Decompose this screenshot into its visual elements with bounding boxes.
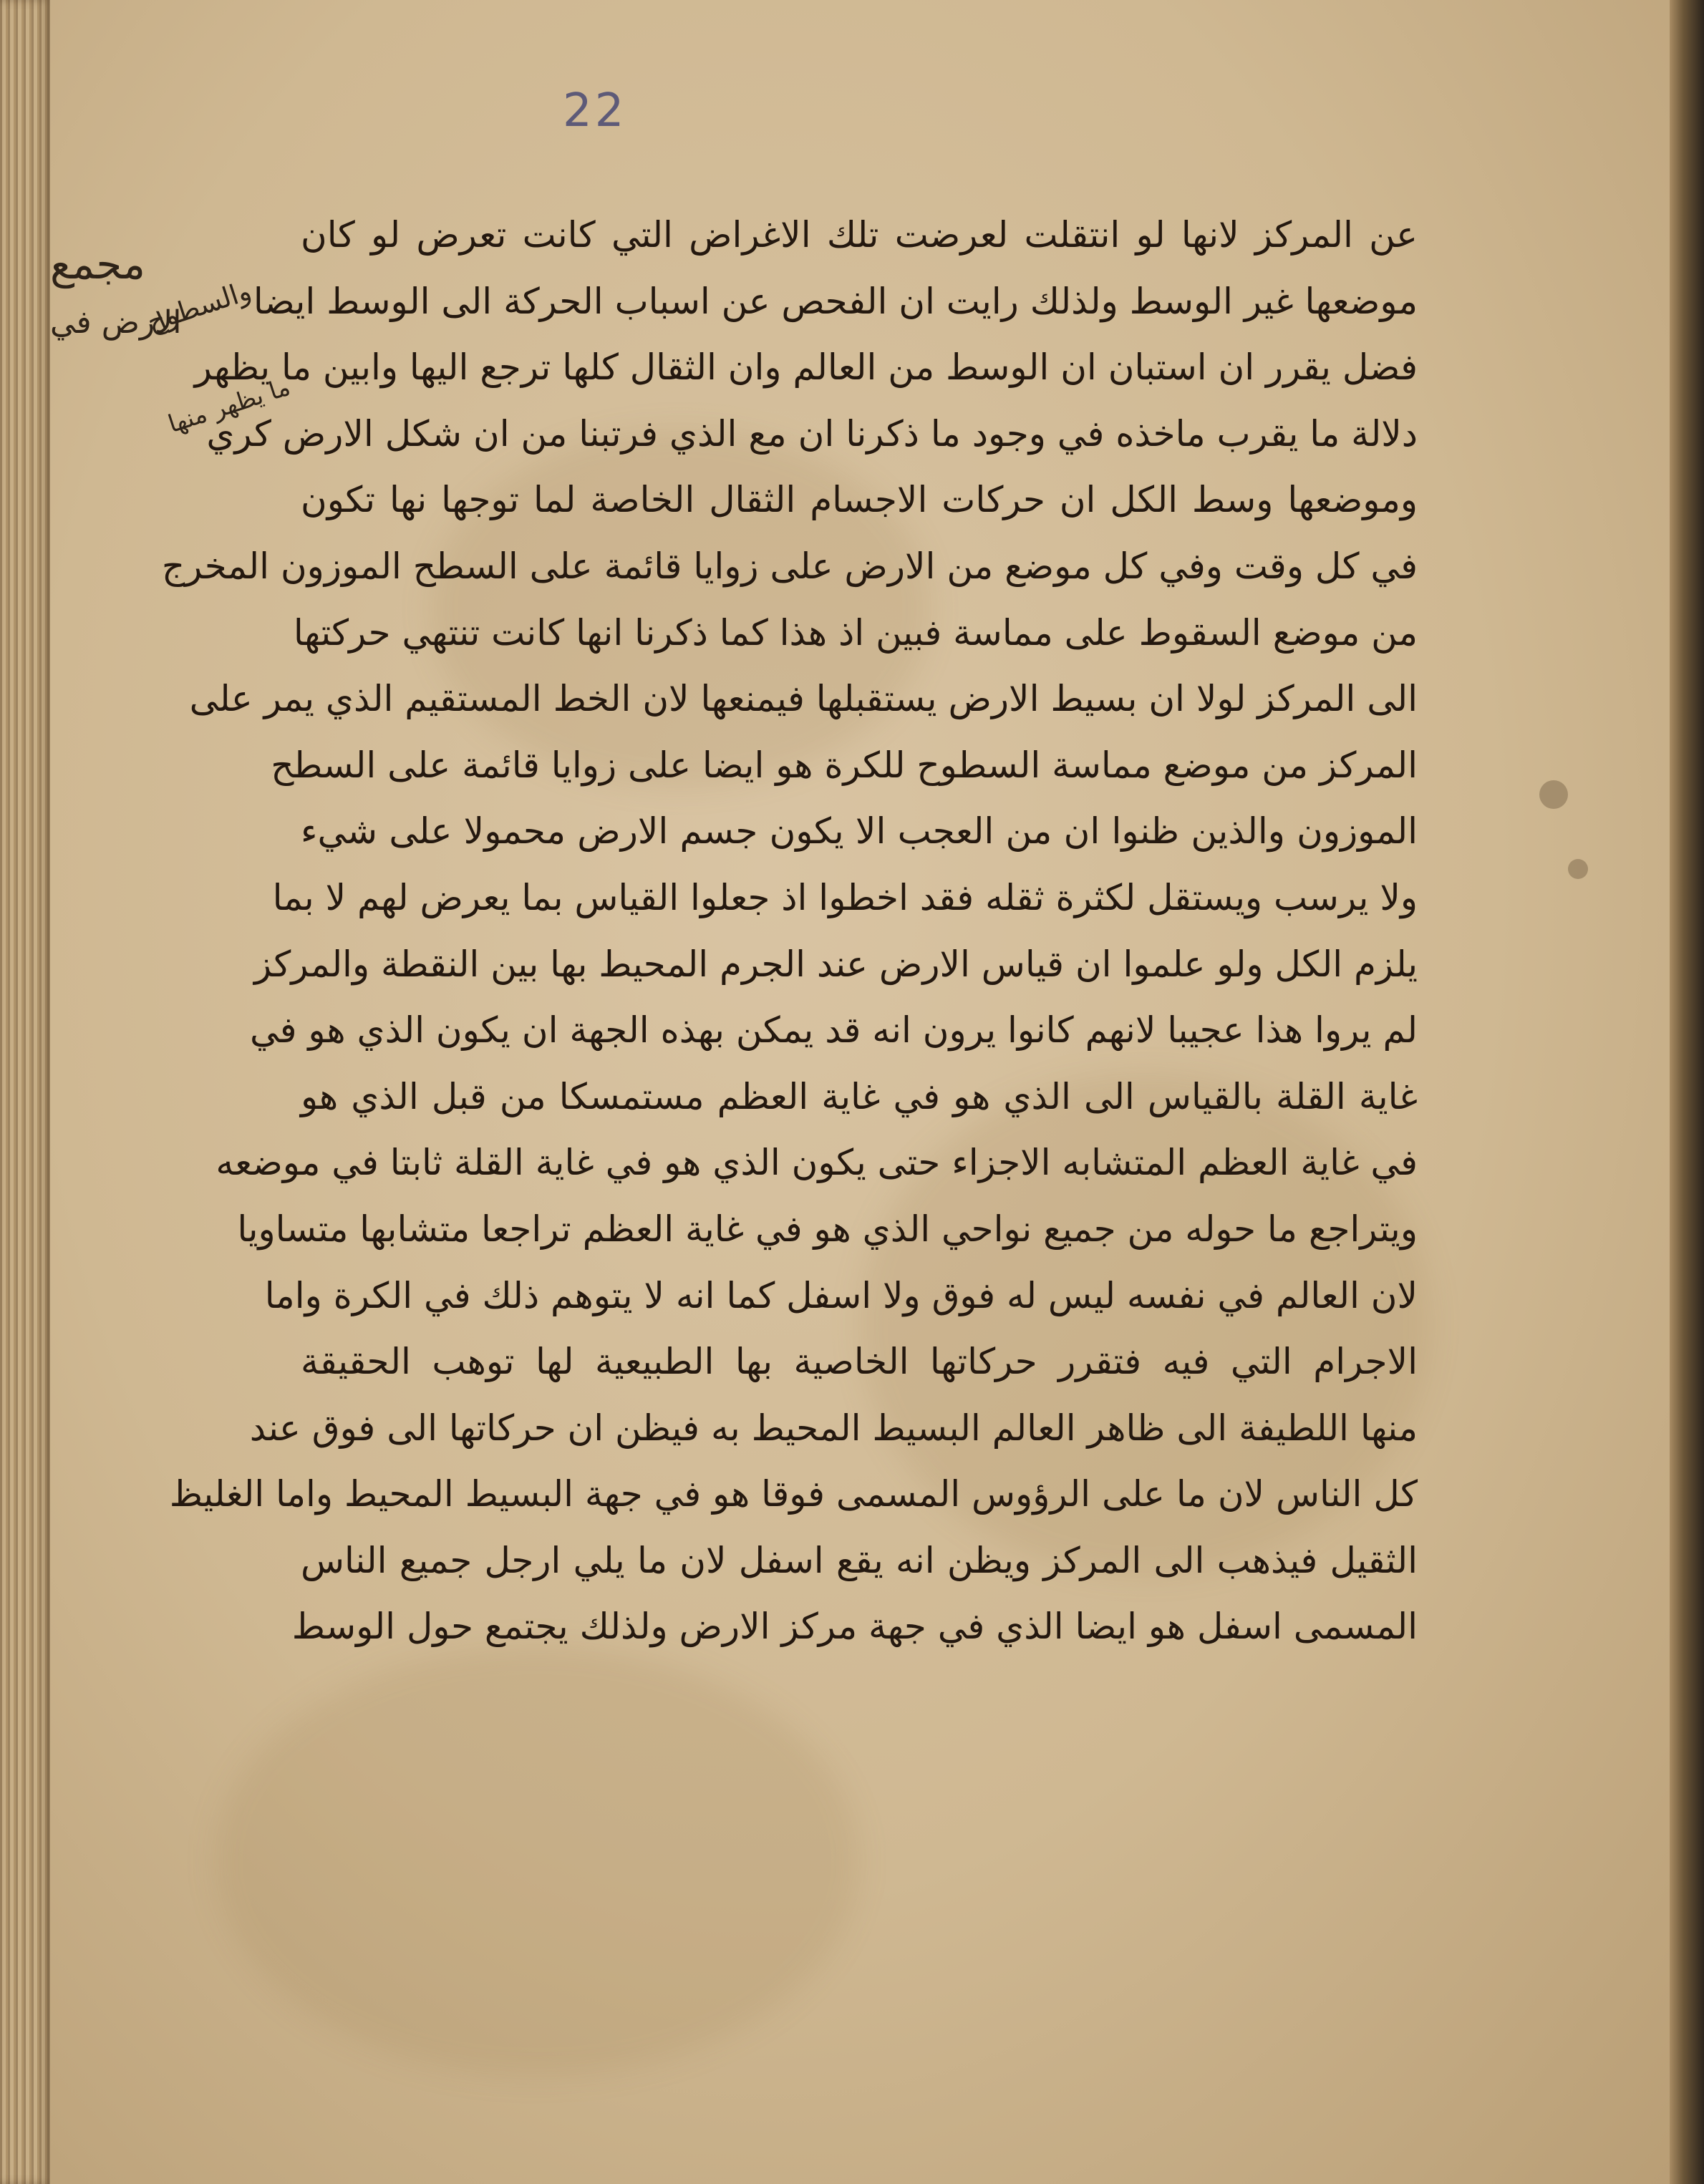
text-line: الموزون والذين ظنوا ان من العجب الا يكون جسم الارض محمولا على شيء [301,810,1418,853]
page-stack-edge [0,0,50,2184]
text-line: فضل يقرر ان استبان ان الوسط من العالم وان الثقال كلها ترجع اليها وابين ما يظهر [194,346,1418,389]
text-line: لان العالم في نفسه ليس له فوق ولا اسفل كما انه لا يتوهم ذلك في الكرة واما [264,1274,1418,1316]
marginal-note: ما يظهر منها [165,372,294,440]
text-line: موضعها غير الوسط ولذلك رايت ان الفحص عن اسباب الحركة الى الوسط ايضا [253,280,1418,322]
text-line: ويتراجع ما حوله من جميع نواحي الذي هو في غاية العظم تراجعا متشابها متساويا [237,1208,1418,1250]
paper-stain [215,1646,859,2076]
text-line: في كل وقت وفي كل موضع من الارض على زوايا قائمة على السطح الموزون المخرج [161,545,1418,587]
text-line: غاية القلة بالقياس الى الذي هو في غاية العظم مستمسكا من قبل الذي هو [301,1075,1418,1117]
text-line: عن المركز لانها لو انتقلت لعرضت تلك الاغراض التي كانت تعرض لو كان [301,214,1418,256]
text-line: الى المركز لولا ان بسيط الارض يستقبلها فيمنعها لان الخط المستقيم الذي يمر على [189,678,1418,720]
worm-hole [1568,859,1588,879]
text-line: الاجرام التي فيه فتقرر حركاتها الخاصية بها الطبيعية لها توهب الحقيقة [301,1341,1418,1383]
text-line: ولا يرسب ويستقل لكثرة ثقله فقد اخطوا اذ جعلوا القياس بما يعرض لهم لا بما [272,876,1418,918]
book-spine-shadow [1670,0,1704,2184]
text-line: الثقيل فيذهب الى المركز ويظن انه يقع اسفل لان ما يلي ارجل جميع الناس [301,1539,1418,1581]
text-line: لم يروا هذا عجيبا لانهم كانوا يرون انه قد يمكن بهذه الجهة ان يكون الذي هو في [249,1009,1418,1052]
text-line: دلالة ما يقرب ماخذه في وجود ما ذكرنا ان مع الذي فرتبنا من ان شكل الارض كري [206,412,1418,455]
folio-number: 22 [563,84,627,137]
marginal-note: والسطوح [143,274,255,338]
marginal-note: الارض في [50,304,182,341]
text-line: المسمى اسفل هو ايضا الذي في جهة مركز الارض ولذلك يجتمع حول الوسط [291,1606,1418,1648]
worm-hole [1539,780,1568,809]
text-line: كل الناس لان ما على الرؤوس المسمى فوقا هو في جهة البسيط المحيط واما الغليظ [169,1473,1418,1515]
text-line: منها اللطيفة الى ظاهر العالم البسيط المحيط به فيظن ان حركاتها الى فوق عند [249,1407,1418,1449]
text-line: في غاية العظم المتشابه الاجزاء حتى يكون الذي هو في غاية القلة ثابتا في موضعه [216,1142,1418,1184]
text-line: المركز من موضع مماسة السطوح للكرة هو ايضا على زوايا قائمة على السطح [271,744,1418,786]
marginal-note: مجمع [50,240,145,288]
text-line: يلزم الكل ولو علموا ان قياس الارض عند الجرم المحيط بها بين النقطة والمركز [253,943,1418,985]
text-line: من موضع السقوط على مماسة فبين اذ هذا كما ذكرنا انها كانت تنتهي حركتها [293,611,1418,654]
text-line: وموضعها وسط الكل ان حركات الاجسام الثقال الخاصة لما توجها نها تكون [301,479,1418,521]
